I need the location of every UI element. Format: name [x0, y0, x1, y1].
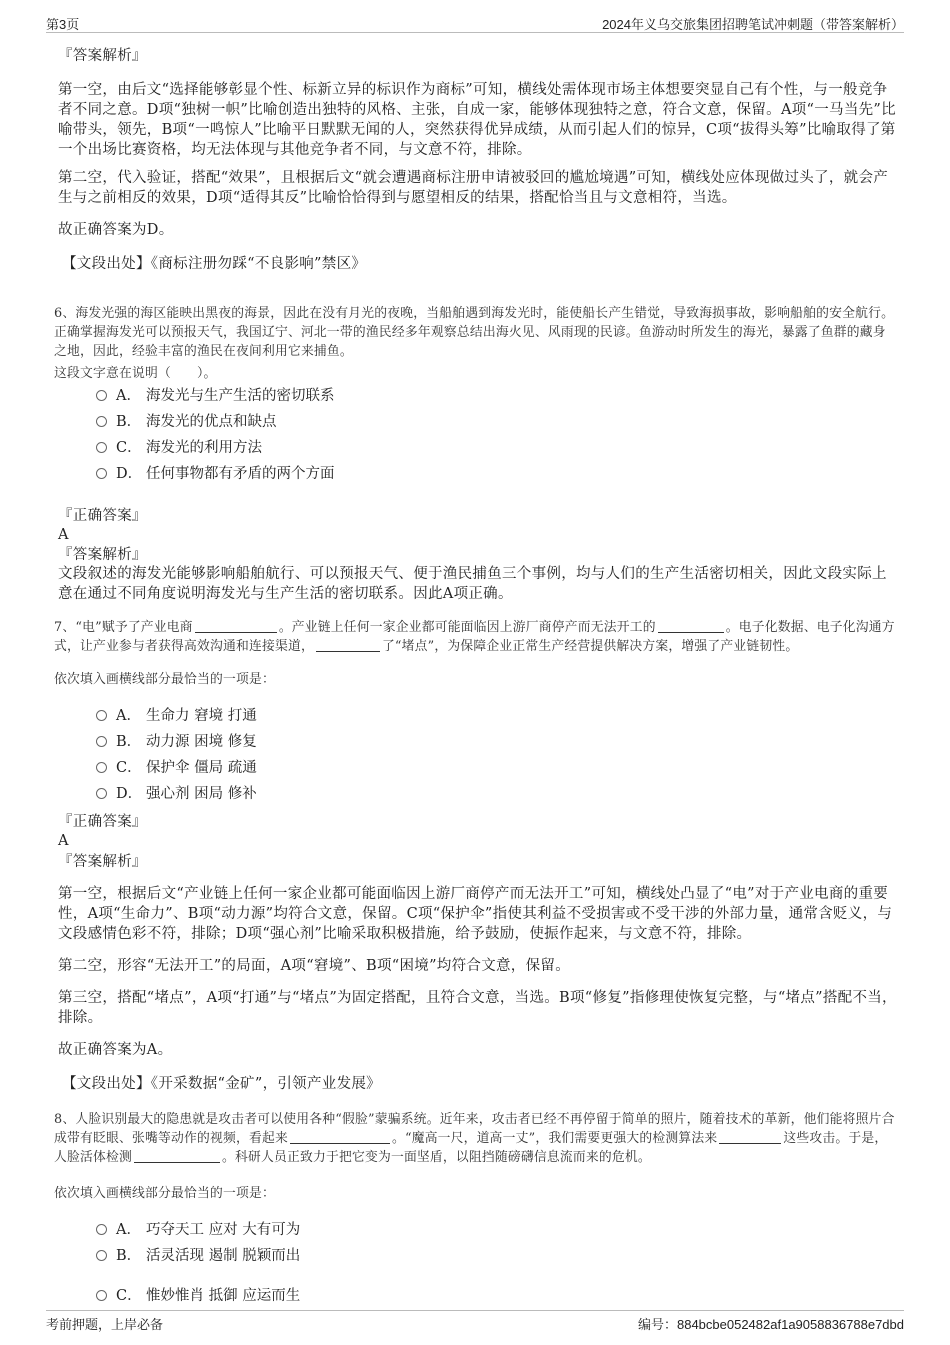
q8-prompt: 依次填入画横线部分最恰当的一项是：	[54, 1186, 275, 1201]
radio-icon[interactable]	[96, 762, 107, 773]
q5-conclusion: 故正确答案为D。	[58, 222, 174, 238]
q7-analysis-para2: 第二空，形容“无法开工”的局面，A项“窘境”、B项“困境”均符合文意，保留。	[58, 958, 571, 974]
q7-option-d[interactable]	[96, 784, 257, 804]
option-letter: D．	[116, 466, 143, 482]
q7-option-c[interactable]	[96, 758, 257, 778]
q5-analysis-para2: 第二空，代入验证，搭配“效果”，且根据后文“就会遭遇商标注册申请被驳回的尴尬境遇”可知，横线处应体现做过头了，就会产生与之前相反的效果，D项“适得其反”比喻恰恰得到与愿望相反的结果，搭配恰当且与文意相符，当选。	[58, 170, 889, 206]
radio-icon[interactable]	[96, 416, 107, 427]
option-letter: A．	[116, 708, 141, 724]
option-text: 海发光的利用方法	[146, 440, 262, 456]
code-value: 884bcbe052482af1a9058836788e7dbd	[676, 1317, 904, 1332]
q6-option-b[interactable]	[96, 412, 277, 432]
q6-answer-title: 『正确答案』	[58, 508, 147, 524]
option-text: 海发光与生产生活的密切联系	[146, 388, 335, 404]
q6-option-c[interactable]	[96, 438, 262, 458]
q8-stem-part2: 。“魔高一尺，道高一丈”，我们需要更强大的检测算法来	[391, 1131, 718, 1146]
fill-blank-2	[658, 619, 724, 633]
option-letter: C．	[116, 440, 142, 456]
radio-icon[interactable]	[96, 468, 107, 479]
q5-analysis-para1: 第一空，由后文“选择能够彰显个性、标新立异的标识作为商标”可知，横线处需体现市场主体想要突显自己有个性，与一般竞争者不同之意。D项“独树一帜”比喻创造出独特的风格、主张，自成一家，能够体现独特之意，符合文意，保留。A项“一马当先”比喻带头，领先，B项“一鸣惊人”比喻平日默默无闻的人，突然获得优异成绩，从而引起人们的惊异，C项“拔得头筹”比喻取得了第一个出场比赛资格，均无法体现与其他竞争者不同，与文意不符，排除。	[58, 82, 896, 158]
option-text: 海发光的优点和缺点	[146, 414, 277, 430]
radio-icon[interactable]	[96, 788, 107, 799]
q7-answer: A	[58, 833, 69, 849]
page-header	[0, 0, 950, 34]
radio-icon[interactable]	[96, 1290, 107, 1301]
q6-option-a[interactable]	[96, 386, 335, 406]
page-footer	[0, 1308, 950, 1345]
option-letter: A．	[116, 388, 141, 404]
option-letter: A．	[116, 1222, 141, 1238]
q6-prompt: 这段文字意在说明（ ）。	[54, 366, 217, 381]
option-text: 活灵活现 遏制 脱颖而出	[146, 1248, 301, 1264]
q7-stem-part4: 了“堵点”，为保障企业正常生产经营提供解决方案，增强了产业链韧性。	[381, 639, 799, 654]
q6-option-d[interactable]	[96, 464, 335, 484]
option-text: 保护伞 僵局 疏通	[146, 760, 257, 776]
q7-stem	[54, 618, 898, 656]
q6-answer: A	[58, 527, 69, 543]
radio-icon[interactable]	[96, 736, 107, 747]
code-label: 编号：	[637, 1317, 677, 1332]
option-text: 巧夺天工 应对 大有可为	[146, 1222, 301, 1238]
q7-answer-title: 『正确答案』	[58, 814, 147, 830]
q8-option-b[interactable]	[96, 1246, 300, 1266]
q6-stem: 6、海发光强的海区能映出黑夜的海景，因此在没有月光的夜晚，当船舶遇到海发光时，能使船长产生错觉，导致海损事故，影响船舶的安全航行。正确掌握海发光可以预报天气，我国辽宁、河北一带的渔民经多年观察总结出海火见、风雨现的民谚。鱼游动时所发生的海光，暴露了鱼群的藏身之地，因此，经验丰富的渔民在夜间利用它来捕鱼。	[54, 306, 895, 359]
option-text: 动力源 困境 修复	[146, 734, 257, 750]
q7-stem-part3: 。电子化数据、电子化沟通方式，让产业参与者获得高效沟通和连接渠道，	[54, 620, 895, 654]
q7-source: 【文段出处】《开采数据“金矿”，引领产业发展》	[62, 1076, 381, 1092]
fill-blank-3	[316, 638, 380, 652]
q7-prompt: 依次填入画横线部分最恰当的一项是：	[54, 672, 275, 687]
radio-icon[interactable]	[96, 710, 107, 721]
document-code	[638, 1314, 904, 1333]
option-letter: D．	[116, 786, 143, 802]
q5-analysis-title: 『答案解析』	[58, 48, 147, 64]
q7-analysis-para1: 第一空，根据后文“产业链上任何一家企业都可能面临因上游厂商停产而无法开工”可知，横线处凸显了“电”对于产业电商的重要性，A项“生命力”、B项“动力源”均符合文意，保留。C项“保护伞”指使其利益不受损害或不受干涉的外部力量，通常含贬义，与文段感情色彩不符，排除；D项“强心剂”比喻采取积极措施，给予鼓励，使振作起来，与文意不符，排除。	[58, 886, 893, 942]
radio-icon[interactable]	[96, 390, 107, 401]
q8-stem-part4: 。科研人员正致力于把它变为一面坚盾，以阻挡随磅礴信息流而来的危机。	[221, 1150, 651, 1165]
q7-conclusion: 故正确答案为A。	[58, 1042, 173, 1058]
radio-icon[interactable]	[96, 1224, 107, 1235]
q7-option-a[interactable]	[96, 706, 257, 726]
fill-blank-1	[195, 619, 277, 633]
option-letter: B．	[116, 414, 142, 430]
footer-divider	[46, 1310, 904, 1311]
q7-stem-part1: 7、“电”赋予了产业电商	[54, 620, 193, 635]
fill-blank-1	[290, 1130, 390, 1144]
option-text: 强心剂 困局 修补	[146, 786, 257, 802]
q8-stem-part3: 这些攻击。于是，人脸活体检测	[54, 1131, 888, 1165]
header-divider	[46, 32, 904, 33]
q7-analysis-title: 『答案解析』	[58, 854, 147, 870]
radio-icon[interactable]	[96, 1250, 107, 1261]
q7-analysis-para3: 第三空，搭配“堵点”，A项“打通”与“堵点”为固定搭配，且符合文意，当选。B项“修复”指修理使恢复完整，与“堵点”搭配不当，排除。	[58, 990, 897, 1026]
option-text: 任何事物都有矛盾的两个方面	[146, 466, 335, 482]
q5-source: 【文段出处】《商标注册勿踩“不良影响”禁区》	[62, 256, 367, 272]
fill-blank-2	[719, 1130, 781, 1144]
q8-stem	[54, 1110, 898, 1167]
q8-option-c[interactable]	[96, 1286, 300, 1306]
option-letter: C．	[116, 1288, 142, 1304]
fill-blank-3	[134, 1149, 220, 1163]
q7-stem-part2: 。产业链上任何一家企业都可能面临因上游厂商停产而无法开工的	[278, 620, 656, 635]
footer-slogan: 考前押题，上岸必备	[46, 1318, 164, 1333]
page-number: 第3页	[46, 17, 80, 32]
option-letter: C．	[116, 760, 142, 776]
q6-analysis: 文段叙述的海发光能够影响船舶航行、可以预报天气、便于渔民捕鱼三个事例，均与人们的生产生活密切相关，因此文段实际上意在通过不同角度说明海发光与生产生活的密切联系。因此A项正确。	[58, 566, 887, 602]
q8-option-a[interactable]	[96, 1220, 300, 1240]
option-text: 惟妙惟肖 抵御 应运而生	[146, 1288, 301, 1304]
document-title: 2024年义乌交旅集团招聘笔试冲刺题（带答案解析）	[602, 17, 904, 32]
q8-stem-part1: 8、人脸识别最大的隐患就是攻击者可以使用各种“假脸”蒙骗系统。近年来，攻击者已经不再停留于简单的照片，随着技术的革新，他们能将照片合成带有眨眼、张嘴等动作的视频，看起来	[54, 1112, 895, 1146]
radio-icon[interactable]	[96, 442, 107, 453]
option-letter: B．	[116, 734, 142, 750]
option-letter: B．	[116, 1248, 142, 1264]
option-text: 生命力 窘境 打通	[146, 708, 257, 724]
q6-analysis-title: 『答案解析』	[58, 547, 147, 563]
q7-option-b[interactable]	[96, 732, 257, 752]
